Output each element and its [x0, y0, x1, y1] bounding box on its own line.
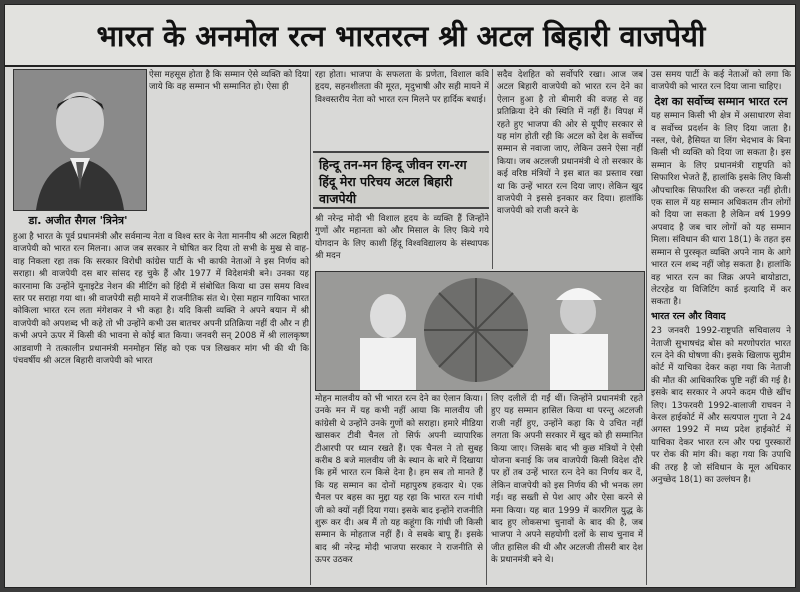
far-right-controversy: 23 जनवरी 1992-राष्ट्रपति सचिवालय ने नेताजी सुभाषचंद्र बोस को मरणोपरांत भारत रत्न देने की घोषणा की। इसके खिलाफ सुप्रीम कोर्ट में याचिका देकर कहा गया कि नेताजी की मौत की आधिकारिक पुष्टि नहीं की गई है। इसके बाद सरकार ने अपने कदम पीछे खींच लिए। 13फरवरी 1992-बालाजी राघवन ने केरल हाईकोर्ट में और सत्यपाल गुप्ता ने 24 अगस्त 1992 में मध्य प्रदेश हाईकोर्ट में याचिका देकर भारत रत्न और पद्म पुरस्कारों पर रोक की मांग की। कहा गया कि उपाधि की तरह है जो संविधान के मूल अधिकार अनुच्छेद 18(1) का उल्लंघन है।: [651, 326, 791, 485]
box-heading: हिन्दू तन-मन हिन्दू जीवन रग-रग हिंदू मेरा परिचय अटल बिहारी वाजपेयी: [313, 151, 489, 209]
author-portrait: [13, 69, 147, 211]
column-divider-4: [646, 69, 647, 585]
headline: भारत के अनमोल रत्न भारतरत्न श्री अटल बिहारी वाजपेयी: [5, 5, 796, 67]
column-far-right: [651, 69, 791, 585]
column-right-top: सदैव देशहित को सर्वोपरि रखा। आज जब अटल बिहारी वाजपेयी को भारत रत्न देने का ऐलान हुआ है तो बीमारी की वजह से वह प्रतिक्रिया देने की स्थिति में नहीं हैं। विपक्ष में रहते हुए भाजपा की ओर से यूपीए सरकार से यह मांग होती रही कि अटल को देश के सर्वोच्च सम्मान से नवाजा जाए, लेकिन उसने ऐसा नहीं किया। जब अटलजी प्रधानमंत्री थे तो सरकार के कई वरिष्ठ मंत्रियों ने इस बात का प्रस्ताव रखा था कि उन्हें भारत रत्न दिया जाए। लेकिन खुद वाजपेयी ने इससे इनकार कर दिया। हालांकि वाजपेयी को राजी करने के: [497, 70, 643, 217]
column-divider-2: [492, 69, 493, 269]
intro-text: ऐसा महसूस होता है कि सम्मान ऐसे व्यक्ति को दिया जाये कि वह सम्मान भी सम्मानित हो। ऐसा ही: [149, 70, 309, 93]
far-right-body: यह सम्मान किसी भी क्षेत्र में असाधारण सेवा व सर्वोच्च प्रदर्शन के लिए दिया जाता है। नस्ल, पेशे, हैसियत या लिंग भेदभाव के बिना किसी भी व्यक्ति को दिया जा सकता है। इस सम्मान के लिए प्रधानमंत्री राष्ट्रपति को सिफारिश भेजते हैं, हालांकि इसके लिए किसी औपचारिक सिफारिश की जरूरत नहीं होती। एक साल में यह सम्मान अधिकतम तीन लोगों को दिया जा सकता है लेकिन वर्ष 1999 अपवाद है जब चार लोगों को यह सम्मान मिला। संविधान की धारा 18(1) के तहत इस सम्मान से पुरस्कृत व्यक्ति अपने नाम के आगे भारत रत्न शब्द नहीं जोड़ सकता है। हालांकि वह भारत रत्न का जिक्र अपने बायोडाटा, लेटरहेड या विजिटिंग कार्ड इत्यादि में कर सकता है।: [651, 111, 791, 308]
subheading: भारत रत्न और विवाद: [651, 310, 726, 322]
column-divider-3: [486, 393, 487, 585]
newspaper-page: [4, 4, 796, 588]
column-divider: [310, 69, 311, 585]
column-left: हुआ है भारत के पूर्व प्रधानमंत्री और सर्वमान्य नेता व विश्व स्तर के नेता माननीय श्री अटल बिहारी वाजपेयी को भारत रत्न मिलना। आज जब सरकार ने घोषित कर दिया तो सभी के मुख से वाह-वाह निकला रहा तक कि सरकार विरोधी कांग्रेस पार्टी के भी काफी नेताओं ने इस निर्णय को सराहा। श्री वाजपेयी दस बार सांसद रह चुके हैं और 1977 में विदेशमंत्री बने। उनका यह कारनामा कि उन्होंने यूनाइटेड नेशन की मीटिंग को हिंदी में संबोधित किया था उस समय विश्व स्तर पर सराहा गया था। श्री वाजपेयी सही मायने में राजनीतिक संत थे। ऐसा महान गायिका भारत कोकिला भारत रत्न लता मंगेशकर ने भी कहा है। यदि किसी व्यक्ति ने अपने बयान में श्री वाजपेयी को अपशब्द भी कहे तो भी उन्होंने कभी उस बातचर अपनी प्रतिक्रिया नहीं दी और न ही कभी अपने ऊपर में किसी की भावना से कोई बात किया। जनवरी सन् 2008 में श्री लालकृष्ण आडवाणी ने तत्कालीन प्रधानमंत्री मनमोहन सिंह को एक पत्र लिखकर मांग भी की थी कि पंचवर्षीय श्री अटल बिहारी वाजपेयी को भारत: [13, 232, 309, 367]
column-middle-lower: श्री नरेन्द्र मोदी भी विशाल हृदय के व्यक्ति हैं जिन्होंने गुणों और महानता को और मिसाल के लिए किये गये योगदान के लिए काशी हिंदू विश्वविद्यालय के संस्थापक श्री मदन: [315, 214, 489, 262]
byline: डा. अजीत सैगल 'त्रिनेत्र': [28, 214, 128, 227]
news-photo: [315, 271, 645, 391]
column-bottom-right: लिए दलीलें दी गईं थीं। जिन्होंने प्रधानमंत्री रहते हुए यह सम्मान हासिल किया था परन्तु अटलजी राजी नहीं हुए, उन्होंने कहा कि ये उचित नहीं लगता कि अपनी सरकार में खुद को ही सम्मानित किया जाए। जिसके बाद भी कुछ मंत्रियों ने ऐसी योजना बनाई कि जब वाजपेयी किसी विदेश दौरे पर हों तब उन्हें भारत रत्न देने का निर्णय कर दें, लेकिन वाजपेयी को इस निर्णय की भी भनक लग गई। वह सख्ती से पेश आए और ऐसा करने से मना किया। यह बात 1999 में कारगिल युद्ध के बाद हुए लोकसभा चुनावों के बाद की है, जब भाजपा ने अपने सहयोगी दलों के साथ चुनाव में जीत हासिल की थी और अटलजी तीसरी बार देश के प्रधानमंत्री बने थे।: [491, 394, 643, 566]
column-middle-top: रहा होता। भाजपा के सफलता के प्रणेता, विशाल कवि हृदय, सहनशीलता की मूरत, मृदुभाषी और सही मायने में विश्वस्तरीय नेता को भारत रत्न मिलने पर हार्दिक बधाई।: [315, 70, 489, 105]
section-title: देश का सर्वोच्च सम्मान भारत रत्न: [654, 94, 788, 108]
column-bottom-middle: मोहन मालवीय को भी भारत रत्न देने का ऐलान किया। उनके मन में यह कभी नहीं आया कि मालवीय जी कांग्रेसी थे उन्होंने उनके गुणों को सराहा। हमारे मीडिया खासकर टीवी चैनल तो सिर्फ अपनी व्यापारिक टीआरपी पर ध्यान रखते हैं। एक चैनल ने तो सुबह करीब 8 बजे मालवीय जी के स्थान के बारे में दिखाया कि हमें भारत रत्न किसे देना है। हम सब तो मानते हैं कि यह सम्मान का दोनों महापुरुष हकदार थे। एक चैनल पर बहस का मुद्दा यह रहा कि भारत रत्न गांधी जी को क्यों नहीं दिया गया। इसके बाद इन्होंने राजनीति शुरू कर दी। अब मैं तो यह कहूंगा कि गांधी जी किसी सम्मान के मोहताज नहीं हैं। वे सबके बापू हैं। इसके बाद श्री नरेन्द्र मोदी भाजपा सरकार ने राजनीति से ऊपर उठकर: [315, 394, 483, 566]
far-right-intro: उस समय पार्टी के कई नेताओं को लगा कि वाजपेयी को भारत रत्न दिया जाना चाहिए।: [651, 70, 791, 93]
